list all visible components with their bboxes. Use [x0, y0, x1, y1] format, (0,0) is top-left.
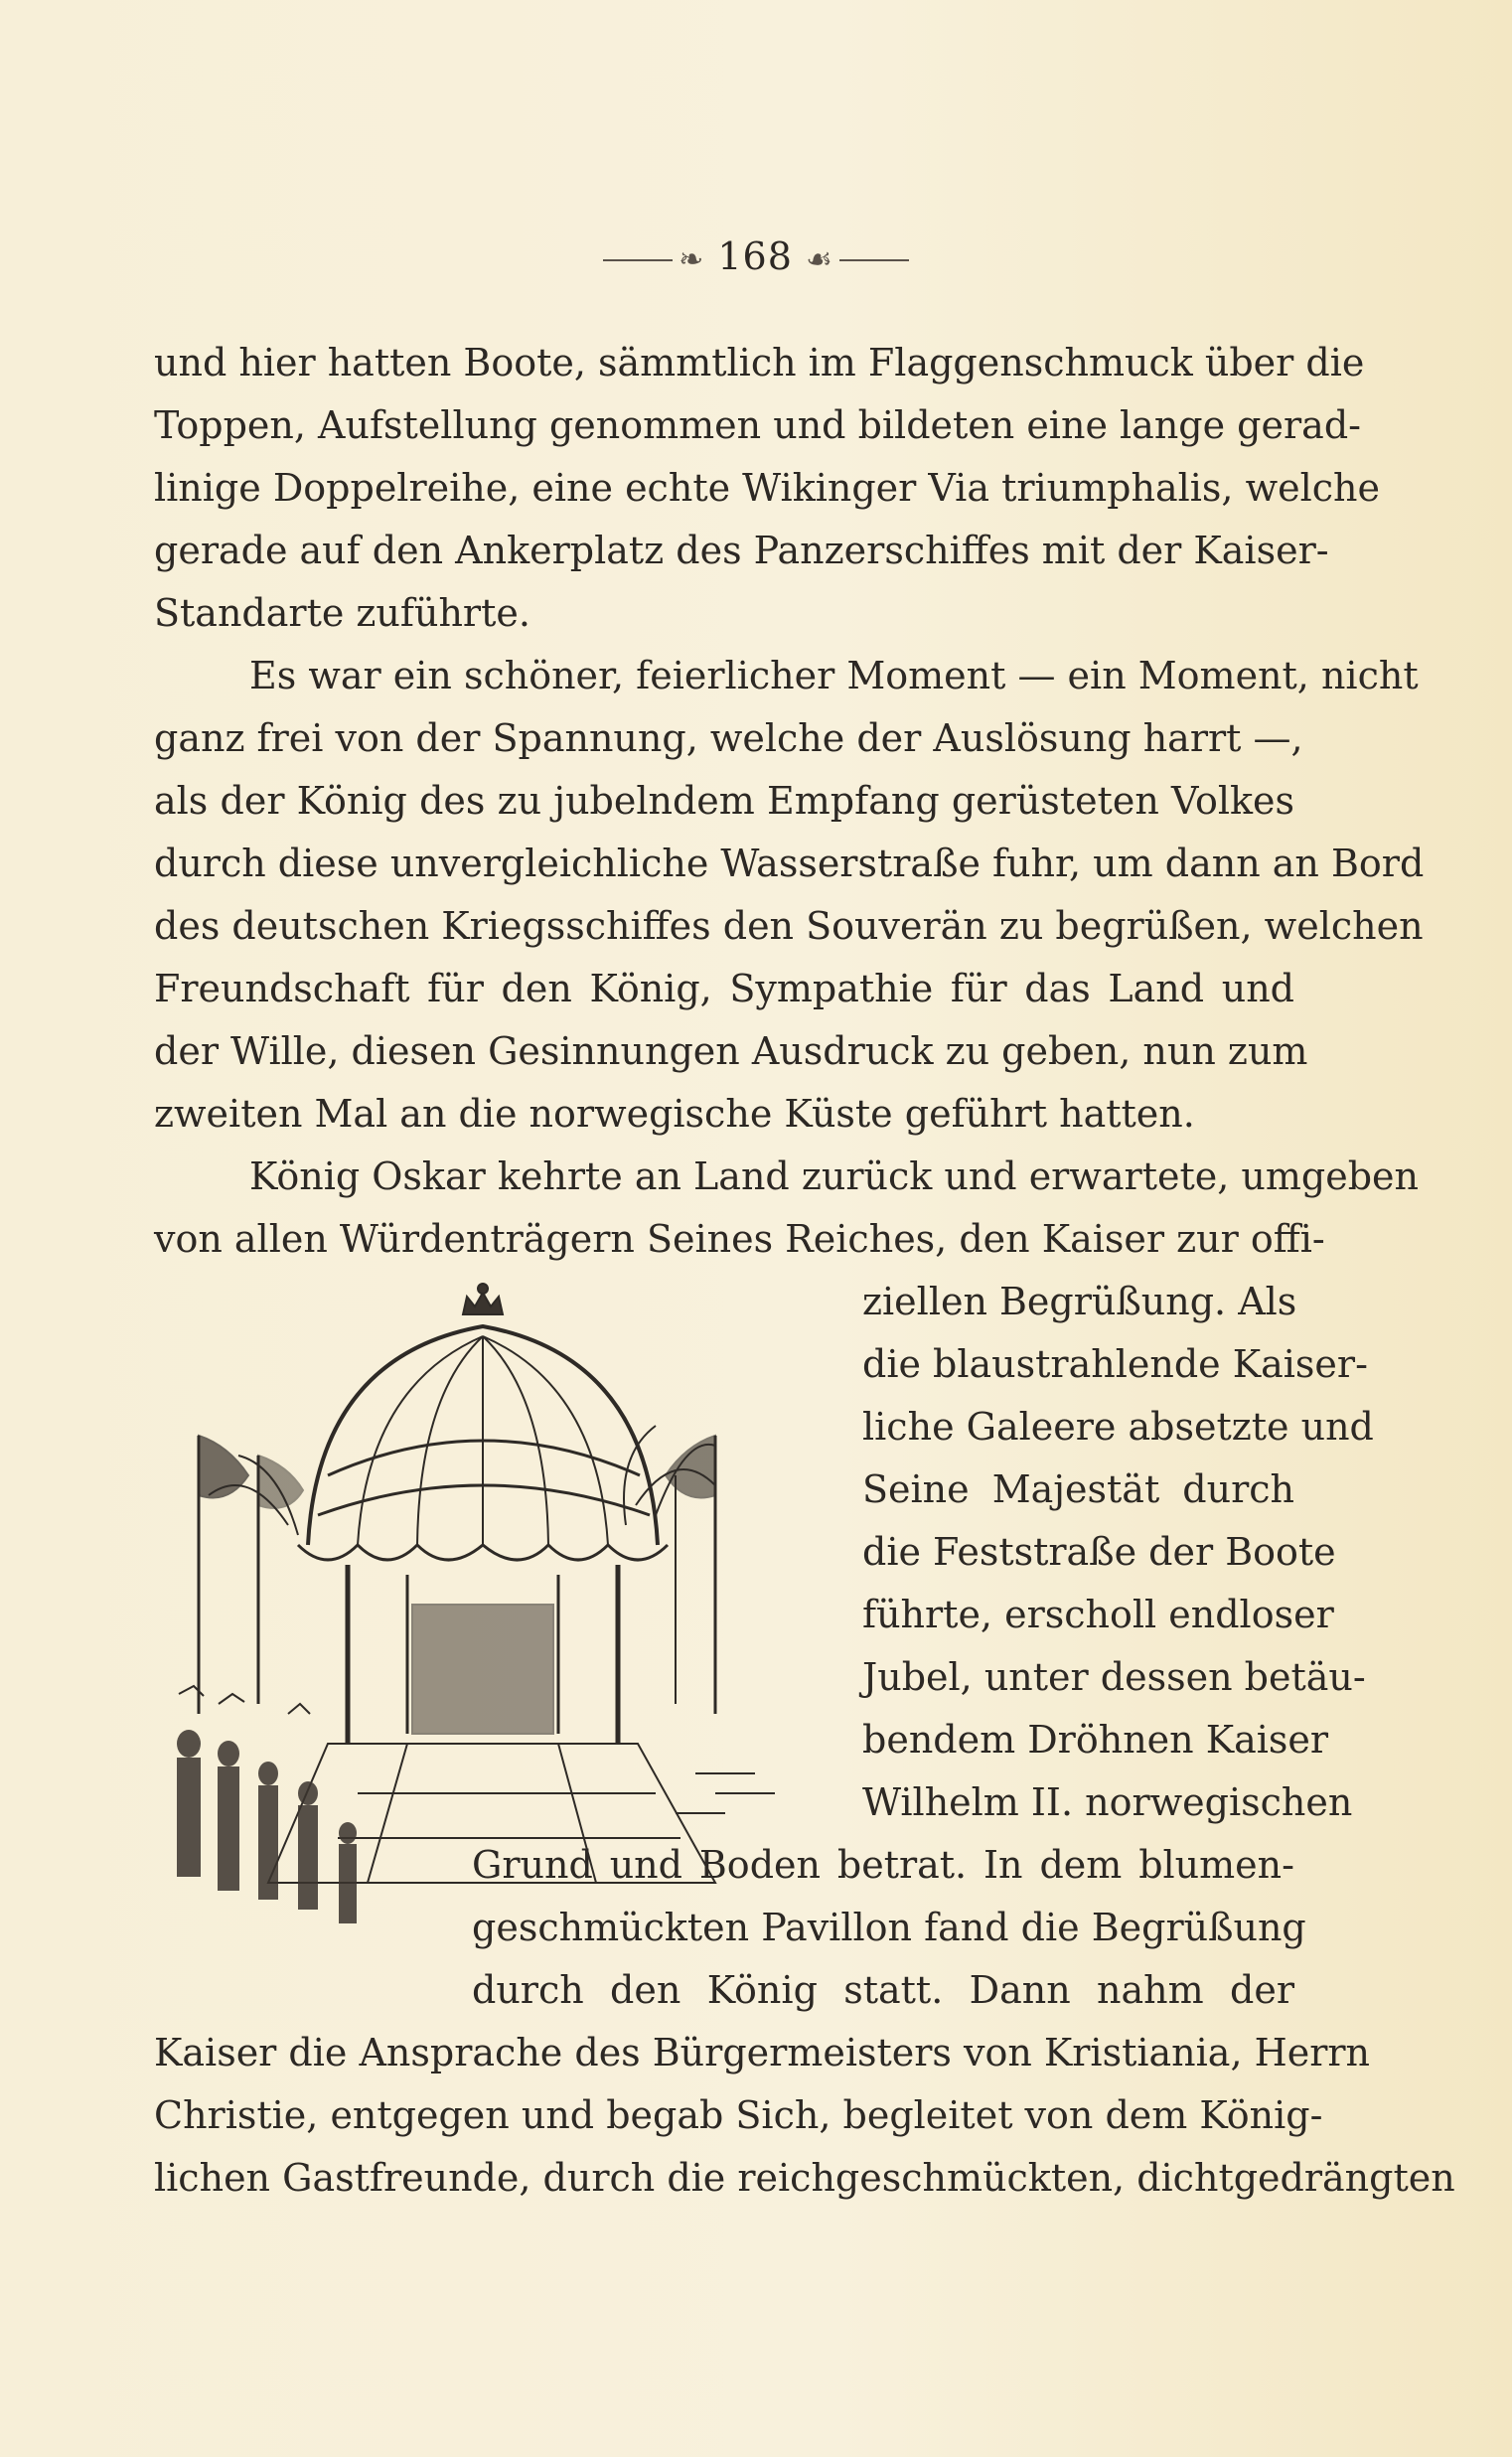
text-line: ziellen Begrüßung. Als — [862, 1280, 1297, 1323]
text-line: der Wille, diesen Gesinnungen Ausdruck zu geben, nun zum — [154, 1029, 1308, 1073]
pavilion-engraving-illustration — [159, 1277, 834, 1952]
text-line: als der König des zu jubelndem Empfang gerüsteten Volkes — [154, 779, 1294, 823]
text-line: König Oskar kehrte an Land zurück und erwartete, umgeben — [249, 1154, 1419, 1198]
text-line: die Feststraße der Boote — [862, 1530, 1336, 1574]
text-line: führte, erscholl endloser — [862, 1593, 1334, 1636]
text-line: ganz frei von der Spannung, welche der Auslösung harrt —, — [154, 716, 1303, 760]
header-ornament-left-icon: ❧ — [679, 242, 705, 277]
text-line: von allen Würdenträgern Seines Reiches, den Kaiser zur offi- — [154, 1217, 1325, 1261]
text-line: Kaiser die Ansprache des Bürgermeisters von Kristiania, Herrn — [154, 2031, 1371, 2074]
text-line: bendem Dröhnen Kaiser — [862, 1718, 1329, 1762]
text-line: Freundschaft für den König, Sympathie für das Land und — [154, 967, 1294, 1010]
text-line: und hier hatten Boote, sämmtlich im Flaggenschmuck über die — [154, 341, 1365, 384]
text-line: durch den König statt. Dann nahm der — [472, 1968, 1294, 2012]
page-header — [0, 234, 1512, 278]
header-ornament-right-icon: ☙ — [805, 242, 833, 277]
text-line: Grund und Boden betrat. In dem blumen- — [472, 1843, 1294, 1887]
text-line: Jubel, unter dessen betäu- — [862, 1655, 1366, 1699]
text-line: linige Doppelreihe, eine echte Wikinger Via triumphalis, welche — [154, 466, 1380, 510]
text-line: Wilhelm II. norwegischen — [862, 1780, 1353, 1824]
paragraph-3 — [154, 1146, 1419, 1271]
paragraph-3-wrap-column — [862, 1271, 1374, 1834]
text-line: durch diese unvergleichliche Wasserstraße fuhr, um dann an Bord — [154, 842, 1425, 885]
text-line: geschmückten Pavillon fand die Begrüßung — [472, 1906, 1306, 1949]
paragraph-4 — [154, 2022, 1455, 2210]
paragraph-2 — [154, 645, 1425, 1146]
text-line: Seine Majestät durch — [862, 1467, 1294, 1511]
text-line: zweiten Mal an die norwegische Küste geführt hatten. — [154, 1092, 1195, 1136]
text-line: Es war ein schöner, feierlicher Moment — ein Moment, nicht — [249, 654, 1419, 697]
text-line: Standarte zuführte. — [154, 591, 530, 635]
text-line: gerade auf den Ankerplatz des Panzerschiffes mit der Kaiser- — [154, 529, 1329, 572]
paragraph-1 — [154, 332, 1380, 645]
header-rule-left — [603, 259, 673, 261]
text-line: Toppen, Aufstellung genommen und bildeten eine lange gerad- — [154, 403, 1361, 447]
text-line: lichen Gastfreunde, durch die reichgeschmückten, dichtgedrängten — [154, 2156, 1455, 2200]
header-rule-right — [839, 259, 909, 261]
text-line: Christie, entgegen und begab Sich, begleitet von dem König- — [154, 2093, 1323, 2137]
text-line: des deutschen Kriegsschiffes den Souverän zu begrüßen, welchen — [154, 904, 1424, 948]
page-number: 168 — [717, 234, 793, 278]
text-line: die blaustrahlende Kaiser- — [862, 1342, 1368, 1386]
text-line: liche Galeere absetzte und — [862, 1405, 1374, 1449]
